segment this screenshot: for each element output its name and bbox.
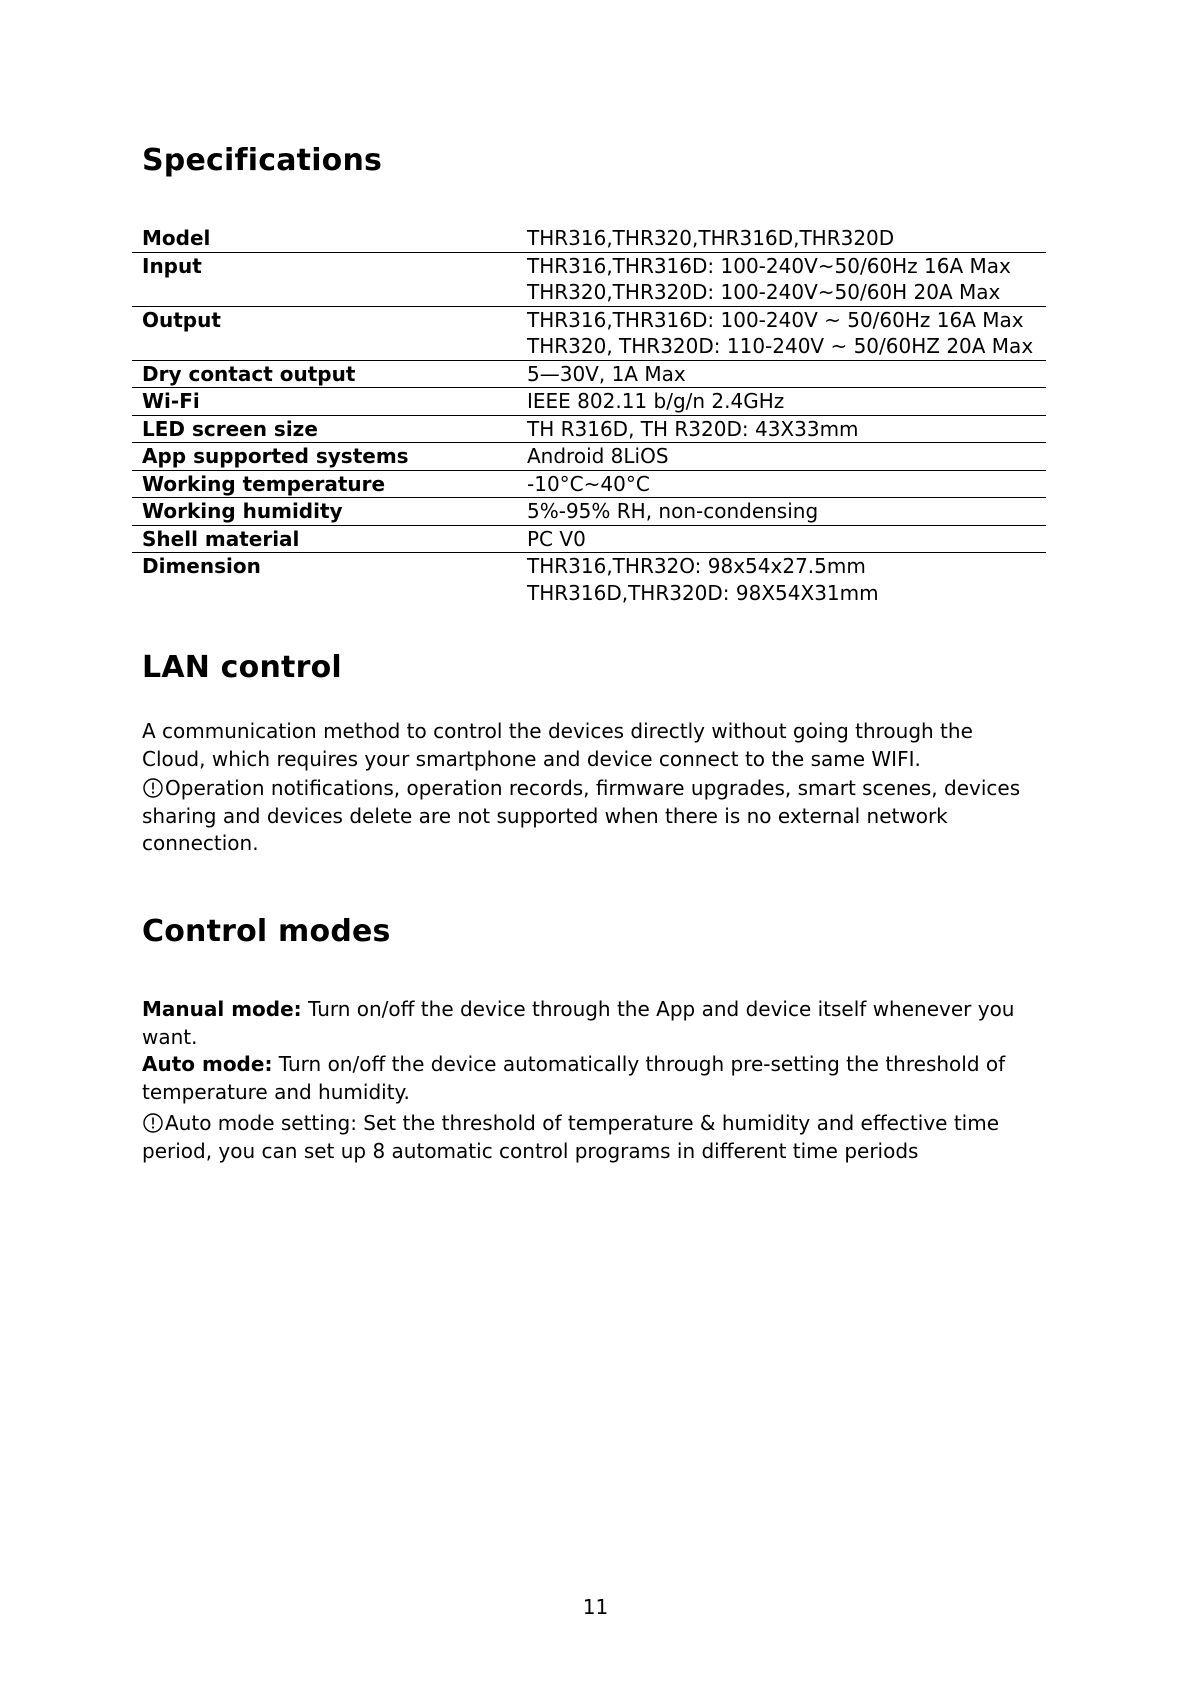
- spec-value: 5%-95% RH, non-condensing: [527, 499, 819, 523]
- table-row: [132, 252, 1046, 306]
- spec-label: LED screen size: [142, 416, 318, 441]
- spec-label: Dimension: [142, 554, 261, 578]
- auto-mode-paragraph: Auto mode: Turn on/off the device automatically through pre-setting the threshold of temperature and humidity.: [142, 1052, 1006, 1104]
- spec-label: Dry contact output: [142, 361, 356, 386]
- spec-label: Input: [142, 253, 202, 278]
- table-row: [132, 443, 1046, 471]
- lan-description: A communication method to control the devices directly without going through the Cloud, which requires your smartphone and device connect to the same WIFI.: [142, 719, 973, 771]
- exclamation-circle-icon: [142, 777, 164, 799]
- spec-value: Android 8LiOS: [527, 444, 669, 468]
- table-row: [132, 498, 1046, 526]
- manual-mode-paragraph: Manual mode: Turn on/off the device through the App and device itself whenever you want.: [142, 997, 1015, 1049]
- spec-label: Working humidity: [142, 499, 343, 523]
- auto-mode-label: Auto mode:: [142, 1052, 273, 1076]
- spec-label: Shell material: [142, 526, 300, 551]
- spec-value: THR316,THR32O: 98x54x27.5mm THR316D,THR320D: 98X54X31mm: [527, 554, 879, 605]
- page-number: 11: [582, 1595, 609, 1619]
- control-modes-heading: Control modes: [142, 914, 391, 949]
- auto-mode-note: Auto mode setting: Set the threshold of temperature & humidity and effective time period, you can set up 8 automatic control programs in different time periods: [142, 1111, 1000, 1163]
- spec-value: THR316,THR316D: 100-240V~50/60Hz 16A Max THR320,THR320D: 100-240V~50/60H 20A Max: [527, 253, 1011, 304]
- spec-label: Wi-Fi: [142, 389, 200, 413]
- spec-value: THR316,THR320,THR316D,THR320D: [527, 226, 895, 250]
- table-row: [132, 525, 1046, 553]
- table-row: [132, 306, 1046, 360]
- table-row: [132, 553, 1046, 607]
- table-row: [132, 470, 1046, 498]
- lan-control-heading: LAN control: [142, 650, 342, 685]
- spec-value: PC V0: [527, 526, 586, 551]
- specifications-table: [132, 225, 1046, 606]
- specifications-heading: Specifications: [142, 143, 383, 178]
- spec-label: Working temperature: [142, 471, 386, 496]
- table-row: [132, 415, 1046, 443]
- spec-value: -10°C~40°C: [527, 471, 650, 496]
- spec-value: 5—30V, 1A Max: [527, 361, 686, 386]
- table-row: [132, 360, 1046, 388]
- spec-label: Model: [142, 226, 211, 250]
- manual-mode-label: Manual mode:: [142, 997, 302, 1021]
- table-row: [132, 388, 1046, 416]
- spec-value: TH R316D, TH R320D: 43X33mm: [527, 416, 859, 441]
- spec-label: App supported systems: [142, 444, 409, 468]
- table-row: [132, 225, 1046, 252]
- lan-note: Operation notifications, operation records, firmware upgrades, smart scenes, devices sharing and devices delete are not supported when there is no external network connection.: [142, 776, 1021, 855]
- exclamation-circle-icon: [142, 1112, 164, 1134]
- spec-value: IEEE 802.11 b/g/n 2.4GHz: [527, 389, 785, 413]
- spec-label: Output: [142, 307, 221, 332]
- spec-value: THR316,THR316D: 100-240V ~ 50/60Hz 16A Max THR320, THR320D: 110-240V ~ 50/60HZ 20A Max: [527, 307, 1034, 358]
